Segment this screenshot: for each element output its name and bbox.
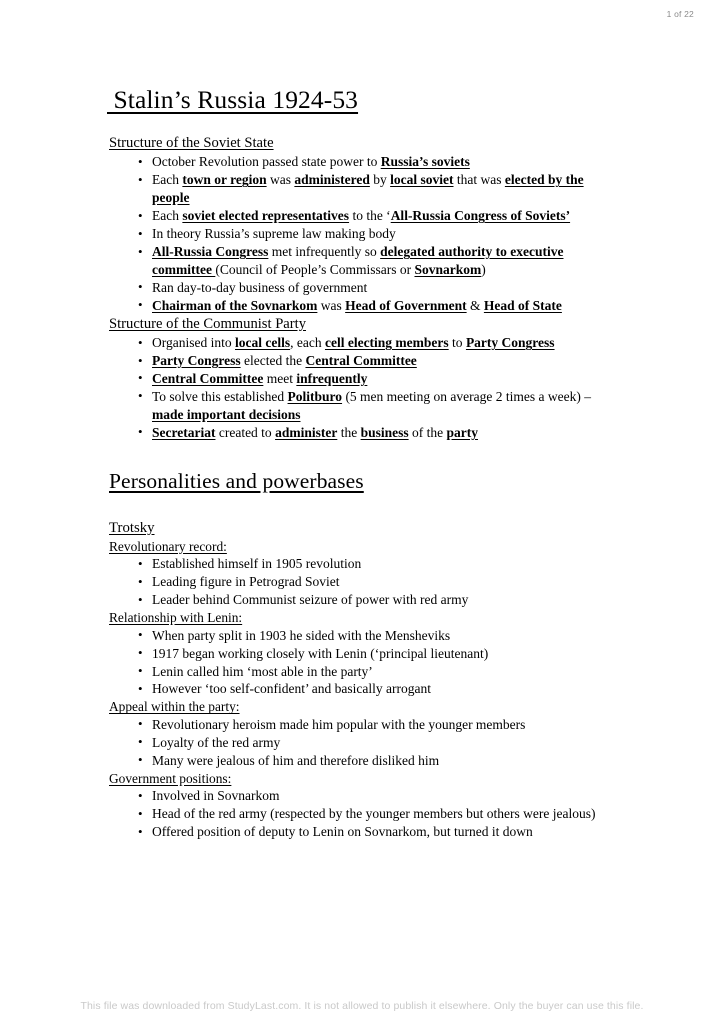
subsection-heading: Relationship with Lenin: — [109, 610, 243, 626]
personalities-heading: Personalities and powerbases — [109, 468, 364, 493]
subsection-bullets — [109, 555, 617, 609]
bullet-item: • Offered position of deputy to Lenin on Sovnarkom, but turned it down — [109, 823, 617, 841]
person-subsections — [109, 538, 617, 841]
section-heading: Structure of the Communist Party — [109, 315, 306, 332]
bullet-item: • Head of the red army (respected by the younger members but others were jealous) — [109, 805, 617, 823]
bullet-item: • All-Russia Congress met infrequently so delegated authority to executive committee (Council of People’s Commissars or Sovnarkom) — [109, 243, 617, 279]
bullet-item: • However ‘too self-confident’ and basically arrogant — [109, 680, 617, 698]
bullet-item: • Loyalty of the red army — [109, 734, 617, 752]
footer-notice: This file was downloaded from StudyLast.com. It is not allowed to publish it elsewhere. Only the buyer can use this file. — [80, 1000, 644, 1012]
bullet-item: • Leader behind Communist seizure of power with red army — [109, 591, 617, 609]
bullet-item: • Party Congress elected the Central Committee — [109, 352, 617, 370]
bullet-item: • To solve this established Politburo (5 men meeting on average 2 times a week) – made important decisions — [109, 388, 617, 424]
spacer-before-personalities — [109, 442, 617, 468]
subsection-heading: Revolutionary record: — [109, 538, 227, 554]
bullet-item: • Each town or region was administered by local soviet that was elected by the people — [109, 171, 617, 207]
subsection-bullets — [109, 787, 617, 841]
person-name-heading: Trotsky — [109, 519, 155, 536]
subsection-bullets — [109, 627, 617, 699]
bullet-item: • Lenin called him ‘most able in the party’ — [109, 663, 617, 681]
page-title: Stalin’s Russia 1924-53 — [107, 85, 359, 114]
bullet-item: • Each soviet elected representatives to the ‘All-Russia Congress of Soviets’ — [109, 207, 617, 225]
bullet-item: • Chairman of the Sovnarkom was Head of Government & Head of State — [109, 297, 617, 315]
bullet-item: • When party split in 1903 he sided with the Mensheviks — [109, 627, 617, 645]
subsection-bullets — [109, 716, 617, 770]
section-heading: Structure of the Soviet State — [109, 135, 274, 151]
bullet-item: • Ran day-to-day business of government — [109, 279, 617, 297]
bullet-item: • Established himself in 1905 revolution — [109, 555, 617, 573]
section-bullets — [109, 334, 617, 442]
subsection-heading: Appeal within the party: — [109, 699, 240, 715]
page-indicator: 1 of 22 — [666, 9, 694, 19]
section-bullets — [109, 153, 617, 315]
bullet-item: • Secretariat created to administer the business of the party — [109, 424, 617, 442]
subsection-heading: Government positions: — [109, 770, 232, 786]
document-body — [109, 0, 617, 841]
spacer-after-personalities — [109, 495, 617, 519]
bullet-item: • Central Committee meet infrequently — [109, 370, 617, 388]
bullet-item: • Revolutionary heroism made him popular with the younger members — [109, 716, 617, 734]
bullet-item: • Organised into local cells, each cell electing members to Party Congress — [109, 334, 617, 352]
bullet-item: • Leading figure in Petrograd Soviet — [109, 573, 617, 591]
bullet-item: • October Revolution passed state power to Russia’s soviets — [109, 153, 617, 171]
bullet-item: • 1917 began working closely with Lenin (‘principal lieutenant) — [109, 645, 617, 663]
bullet-item: • In theory Russia’s supreme law making body — [109, 225, 617, 243]
bullet-item: • Many were jealous of him and therefore disliked him — [109, 752, 617, 770]
bullet-item: • Involved in Sovnarkom — [109, 787, 617, 805]
state-and-party-sections — [109, 134, 617, 442]
